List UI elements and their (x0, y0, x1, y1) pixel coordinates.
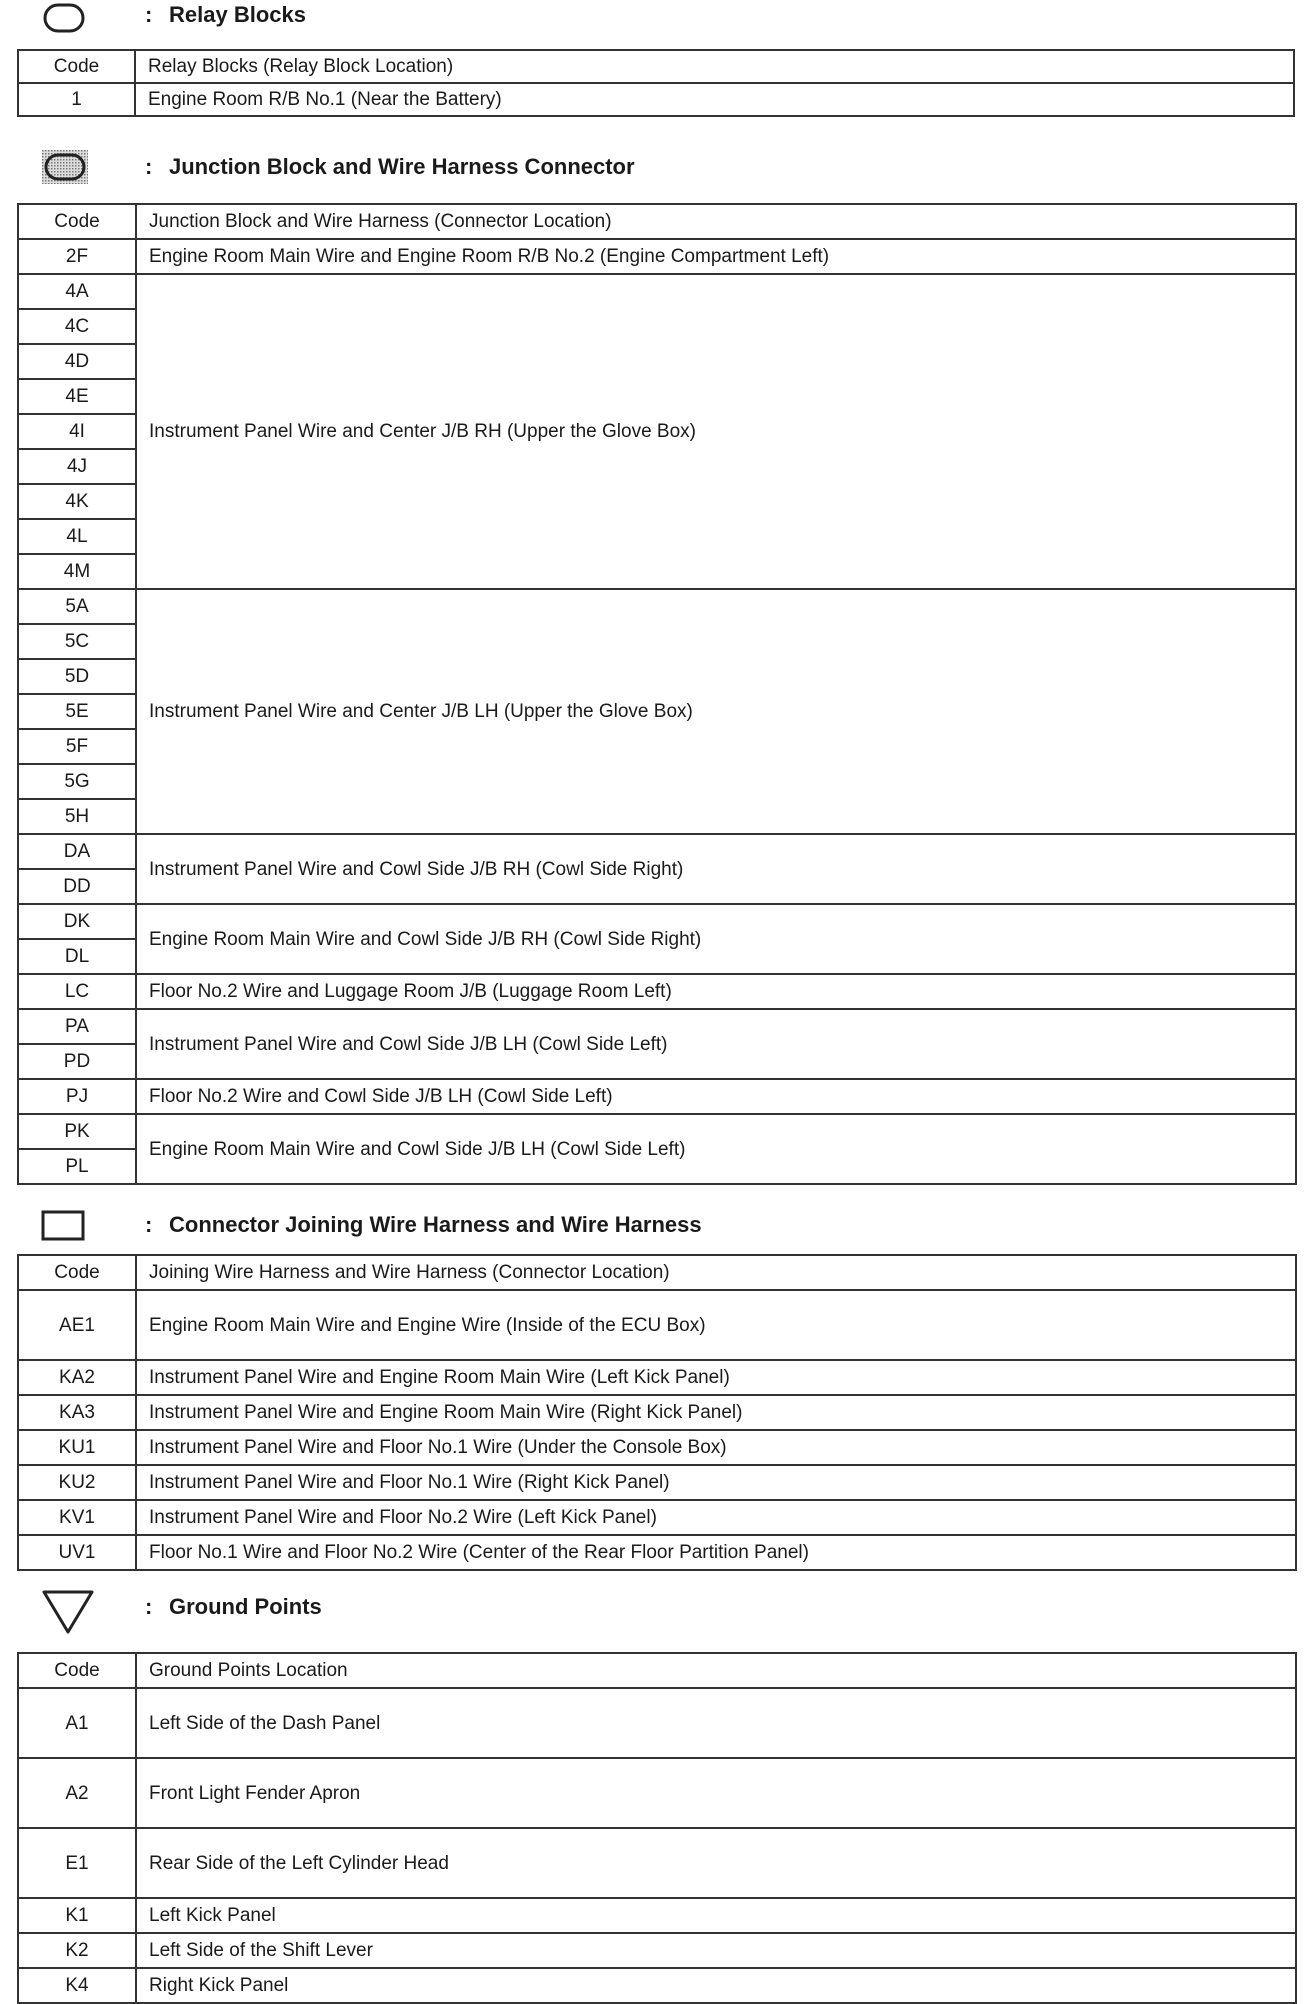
code-cell: PD (18, 1044, 136, 1079)
table-row (18, 1009, 1296, 1044)
location-header: Ground Points Location (136, 1653, 1296, 1688)
code-cell: 4L (18, 519, 136, 554)
code-cell: 5F (18, 729, 136, 764)
location-cell: Engine Room Main Wire and Engine Room R/B No.2 (Engine Compartment Left) (136, 239, 1296, 274)
code-cell: 4K (18, 484, 136, 519)
table-row (18, 1758, 1296, 1828)
code-header: Code (18, 204, 136, 239)
code-cell: 5H (18, 799, 136, 834)
location-cell: Right Kick Panel (136, 1968, 1296, 2003)
location-cell: Instrument Panel Wire and Engine Room Main Wire (Right Kick Panel) (136, 1395, 1296, 1430)
location-cell: Engine Room Main Wire and Cowl Side J/B LH (Cowl Side Left) (136, 1114, 1296, 1184)
location-cell: Instrument Panel Wire and Floor No.1 Wire (Right Kick Panel) (136, 1465, 1296, 1500)
code-cell: 4I (18, 414, 136, 449)
code-cell: 5E (18, 694, 136, 729)
table-row (18, 1430, 1296, 1465)
location-cell: Instrument Panel Wire and Floor No.2 Wire (Left Kick Panel) (136, 1500, 1296, 1535)
table-row (18, 1688, 1296, 1758)
code-cell: 5G (18, 764, 136, 799)
location-cell: Engine Room Main Wire and Cowl Side J/B RH (Cowl Side Right) (136, 904, 1296, 974)
table-row (18, 1465, 1296, 1500)
code-cell: 4M (18, 554, 136, 589)
connector-symbol-icon (40, 1208, 86, 1242)
table-row (18, 274, 1296, 309)
ground-section-heading (40, 1588, 940, 1624)
code-cell: 4J (18, 449, 136, 484)
section-title: Ground Points (169, 1594, 322, 1619)
code-header: Code (18, 1255, 136, 1290)
code-cell: PJ (18, 1079, 136, 1114)
location-cell: Floor No.1 Wire and Floor No.2 Wire (Center of the Rear Floor Partition Panel) (136, 1535, 1296, 1570)
location-header: Joining Wire Harness and Wire Harness (Connector Location) (136, 1255, 1296, 1290)
location-cell: Instrument Panel Wire and Center J/B LH (Upper the Glove Box) (136, 589, 1296, 834)
code-cell: 4A (18, 274, 136, 309)
location-cell: Engine Room Main Wire and Engine Wire (Inside of the ECU Box) (136, 1290, 1296, 1360)
ground-point-triangle-icon (40, 1588, 96, 1636)
table-row (18, 1290, 1296, 1360)
colon: : (145, 1212, 153, 1237)
code-cell: K2 (18, 1933, 136, 1968)
table-row (18, 1395, 1296, 1430)
code-cell: K4 (18, 1968, 136, 2003)
section-title: Junction Block and Wire Harness Connector (169, 154, 635, 179)
relay-block-symbol-icon (42, 2, 88, 34)
location-cell: Rear Side of the Left Cylinder Head (136, 1828, 1296, 1898)
code-cell: 4E (18, 379, 136, 414)
code-cell: K1 (18, 1898, 136, 1933)
code-cell: KV1 (18, 1500, 136, 1535)
code-cell: PK (18, 1114, 136, 1149)
code-header: Code (18, 50, 135, 83)
code-cell: DL (18, 939, 136, 974)
code-cell: 5C (18, 624, 136, 659)
colon: : (145, 2, 153, 27)
location-cell: Instrument Panel Wire and Floor No.1 Wire (Under the Console Box) (136, 1430, 1296, 1465)
connector-section-heading (40, 1208, 940, 1244)
junction-block-symbol-icon (42, 150, 88, 184)
code-cell: 5A (18, 589, 136, 624)
ground-points-table (17, 1652, 1297, 2004)
table-row (18, 904, 1296, 939)
code-cell: DK (18, 904, 136, 939)
location-cell: Left Side of the Dash Panel (136, 1688, 1296, 1758)
table-row (18, 834, 1296, 869)
connector-table (17, 1254, 1297, 1571)
code-cell: E1 (18, 1828, 136, 1898)
code-cell: 4C (18, 309, 136, 344)
location-cell: Left Kick Panel (136, 1898, 1296, 1933)
table-row (18, 1535, 1296, 1570)
table-row (18, 1933, 1296, 1968)
location-cell: Front Light Fender Apron (136, 1758, 1296, 1828)
code-cell: 1 (18, 83, 135, 116)
table-row (18, 83, 1294, 116)
table-row (18, 1898, 1296, 1933)
code-cell: DA (18, 834, 136, 869)
table-row (18, 1079, 1296, 1114)
table-row (18, 1828, 1296, 1898)
code-cell: AE1 (18, 1290, 136, 1360)
location-cell: Floor No.2 Wire and Cowl Side J/B LH (Cowl Side Left) (136, 1079, 1296, 1114)
table-header-row (18, 204, 1296, 239)
relay-section-heading (40, 0, 940, 36)
table-row (18, 589, 1296, 624)
code-cell: 4D (18, 344, 136, 379)
code-cell: PL (18, 1149, 136, 1184)
code-cell: DD (18, 869, 136, 904)
relay-blocks-table (17, 49, 1295, 117)
table-row (18, 1360, 1296, 1395)
table-header-row (18, 50, 1294, 83)
code-cell: A1 (18, 1688, 136, 1758)
code-cell: LC (18, 974, 136, 1009)
code-cell: 5D (18, 659, 136, 694)
location-cell: Instrument Panel Wire and Cowl Side J/B LH (Cowl Side Left) (136, 1009, 1296, 1079)
location-header: Relay Blocks (Relay Block Location) (135, 50, 1294, 83)
table-row (18, 1968, 1296, 2003)
location-cell: Instrument Panel Wire and Cowl Side J/B RH (Cowl Side Right) (136, 834, 1296, 904)
code-cell: KU1 (18, 1430, 136, 1465)
code-cell: KA3 (18, 1395, 136, 1430)
table-row (18, 974, 1296, 1009)
location-header: Junction Block and Wire Harness (Connector Location) (136, 204, 1296, 239)
code-cell: KA2 (18, 1360, 136, 1395)
section-title: Relay Blocks (169, 2, 306, 27)
code-header: Code (18, 1653, 136, 1688)
colon: : (145, 154, 153, 179)
location-cell: Engine Room R/B No.1 (Near the Battery) (135, 83, 1294, 116)
table-row (18, 1114, 1296, 1149)
code-cell: 2F (18, 239, 136, 274)
location-cell: Instrument Panel Wire and Center J/B RH (Upper the Glove Box) (136, 274, 1296, 589)
location-cell: Floor No.2 Wire and Luggage Room J/B (Luggage Room Left) (136, 974, 1296, 1009)
code-cell: UV1 (18, 1535, 136, 1570)
table-row (18, 1500, 1296, 1535)
location-cell: Instrument Panel Wire and Engine Room Main Wire (Left Kick Panel) (136, 1360, 1296, 1395)
colon: : (145, 1594, 153, 1619)
table-header-row (18, 1653, 1296, 1688)
code-cell: A2 (18, 1758, 136, 1828)
junction-block-table (17, 203, 1297, 1185)
table-row (18, 239, 1296, 274)
location-cell: Left Side of the Shift Lever (136, 1933, 1296, 1968)
section-title: Connector Joining Wire Harness and Wire Harness (169, 1212, 702, 1237)
code-cell: KU2 (18, 1465, 136, 1500)
table-header-row (18, 1255, 1296, 1290)
code-cell: PA (18, 1009, 136, 1044)
junction-section-heading (40, 150, 940, 186)
